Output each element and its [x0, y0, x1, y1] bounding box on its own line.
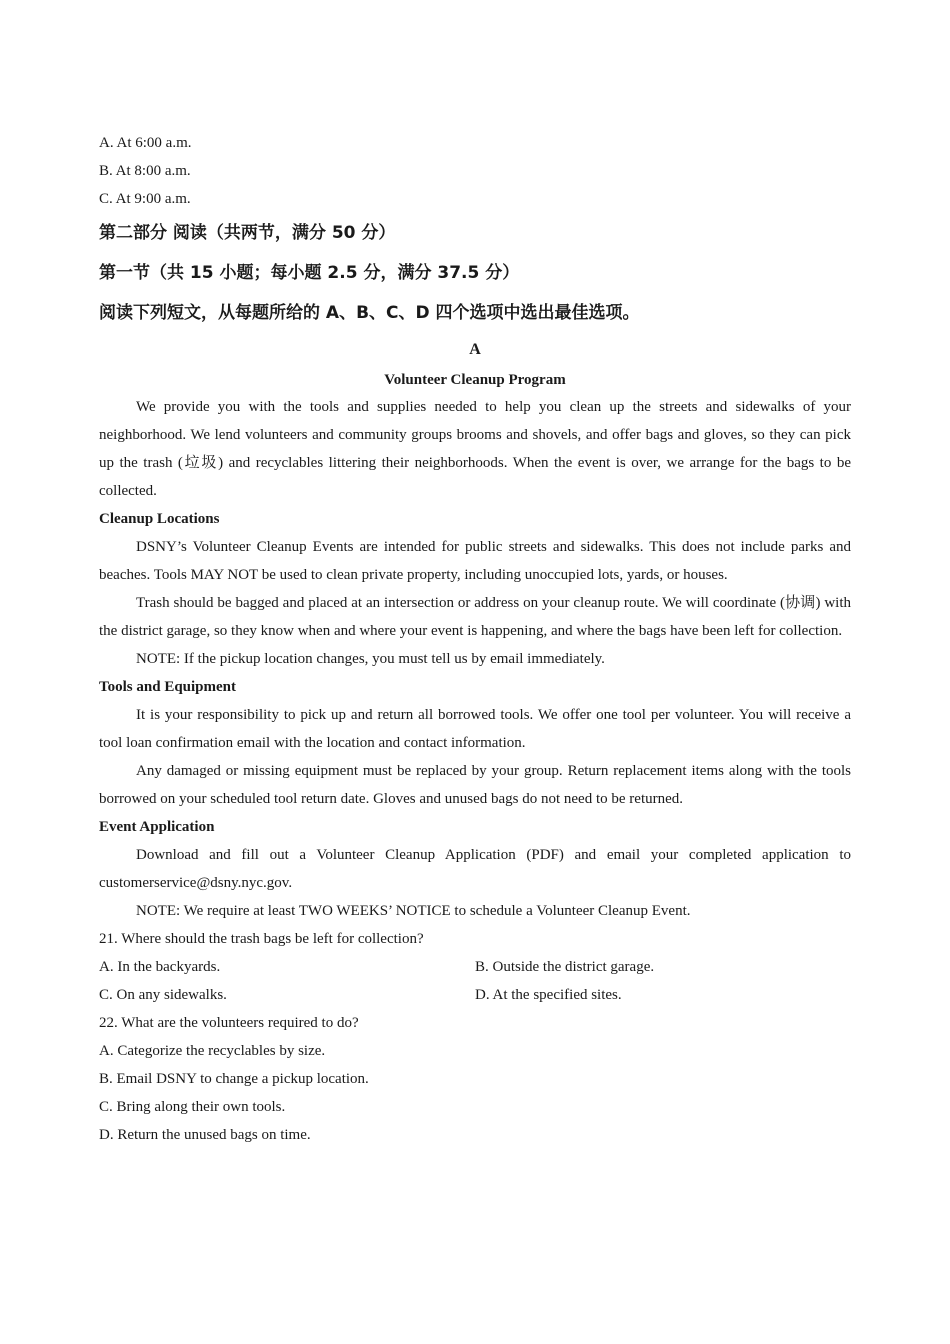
paragraph: Trash should be bagged and placed at an intersection or address on your cleanup route. We will coordinate (协调) with the district garage, so they know when and where your event is happening, and where the bags have been left for collection. [99, 595, 851, 639]
exam-page [99, 129, 851, 1149]
section-heading: 第一节（共 15 小题；每小题 2.5 分，满分 37.5 分） [99, 263, 520, 283]
note-paragraph: NOTE: If the pickup location changes, you must tell us by email immediately. [136, 651, 605, 667]
option-d[interactable]: D. Return the unused bags on time. [99, 1127, 311, 1143]
prev-option-a: A. At 6:00 a.m. [99, 135, 192, 151]
section-heading-application: Event Application [99, 819, 215, 835]
option-d[interactable]: D. At the specified sites. [475, 987, 622, 1003]
option-a[interactable]: A. Categorize the recyclables by size. [99, 1043, 326, 1059]
question-21-stem: 21. Where should the trash bags be left for collection? [99, 931, 424, 947]
question-22-stem: 22. What are the volunteers required to do? [99, 1015, 359, 1031]
paragraph: Any damaged or missing equipment must be replaced by your group. Return replacement items along with the tools borrowed on your scheduled tool return date. Gloves and unused bags do not need to be returned. [99, 763, 851, 807]
passage-letter: A [469, 341, 481, 358]
prev-option-c: C. At 9:00 a.m. [99, 191, 191, 207]
option-a[interactable]: A. In the backyards. [99, 959, 221, 975]
option-c[interactable]: C. Bring along their own tools. [99, 1099, 286, 1115]
passage-intro: We provide you with the tools and supplies needed to help you clean up the streets and sidewalks of your neighborhood. We lend volunteers and community groups brooms and shovels, and offer bags and gloves, so they can pick up the trash (垃圾) and recyclables littering their neighborhoods. When the event is over, we arrange for the bags to be collected. [99, 399, 851, 499]
paragraph: It is your responsibility to pick up and return all borrowed tools. We offer one tool per volunteer. You will receive a tool loan confirmation email with the location and contact information. [99, 707, 851, 751]
question-21-options-row-1 [99, 953, 851, 981]
paragraph: Download and fill out a Volunteer Cleanup Application (PDF) and email your completed application to customerservice@dsny.nyc.gov. [99, 847, 851, 891]
prev-option-b: B. At 8:00 a.m. [99, 163, 191, 179]
paragraph: DSNY’s Volunteer Cleanup Events are intended for public streets and sidewalks. This does not include parks and beaches. Tools MAY NOT be used to clean private property, including unoccupied lots, yards, or houses. [99, 539, 851, 583]
note-paragraph: NOTE: We require at least TWO WEEKS’ NOTICE to schedule a Volunteer Cleanup Event. [136, 903, 691, 919]
section-heading-cleanup-locations: Cleanup Locations [99, 511, 220, 527]
option-c[interactable]: C. On any sidewalks. [99, 987, 227, 1003]
option-b[interactable]: B. Email DSNY to change a pickup location. [99, 1071, 369, 1087]
question-21-options-row-2 [99, 981, 851, 1009]
section-heading-tools: Tools and Equipment [99, 679, 237, 695]
passage-title: Volunteer Cleanup Program [384, 372, 566, 388]
part-heading: 第二部分 阅读（共两节，满分 50 分） [99, 223, 396, 243]
instruction: 阅读下列短文，从每题所给的 A、B、C、D 四个选项中选出最佳选项。 [99, 303, 640, 323]
option-b[interactable]: B. Outside the district garage. [475, 959, 655, 975]
